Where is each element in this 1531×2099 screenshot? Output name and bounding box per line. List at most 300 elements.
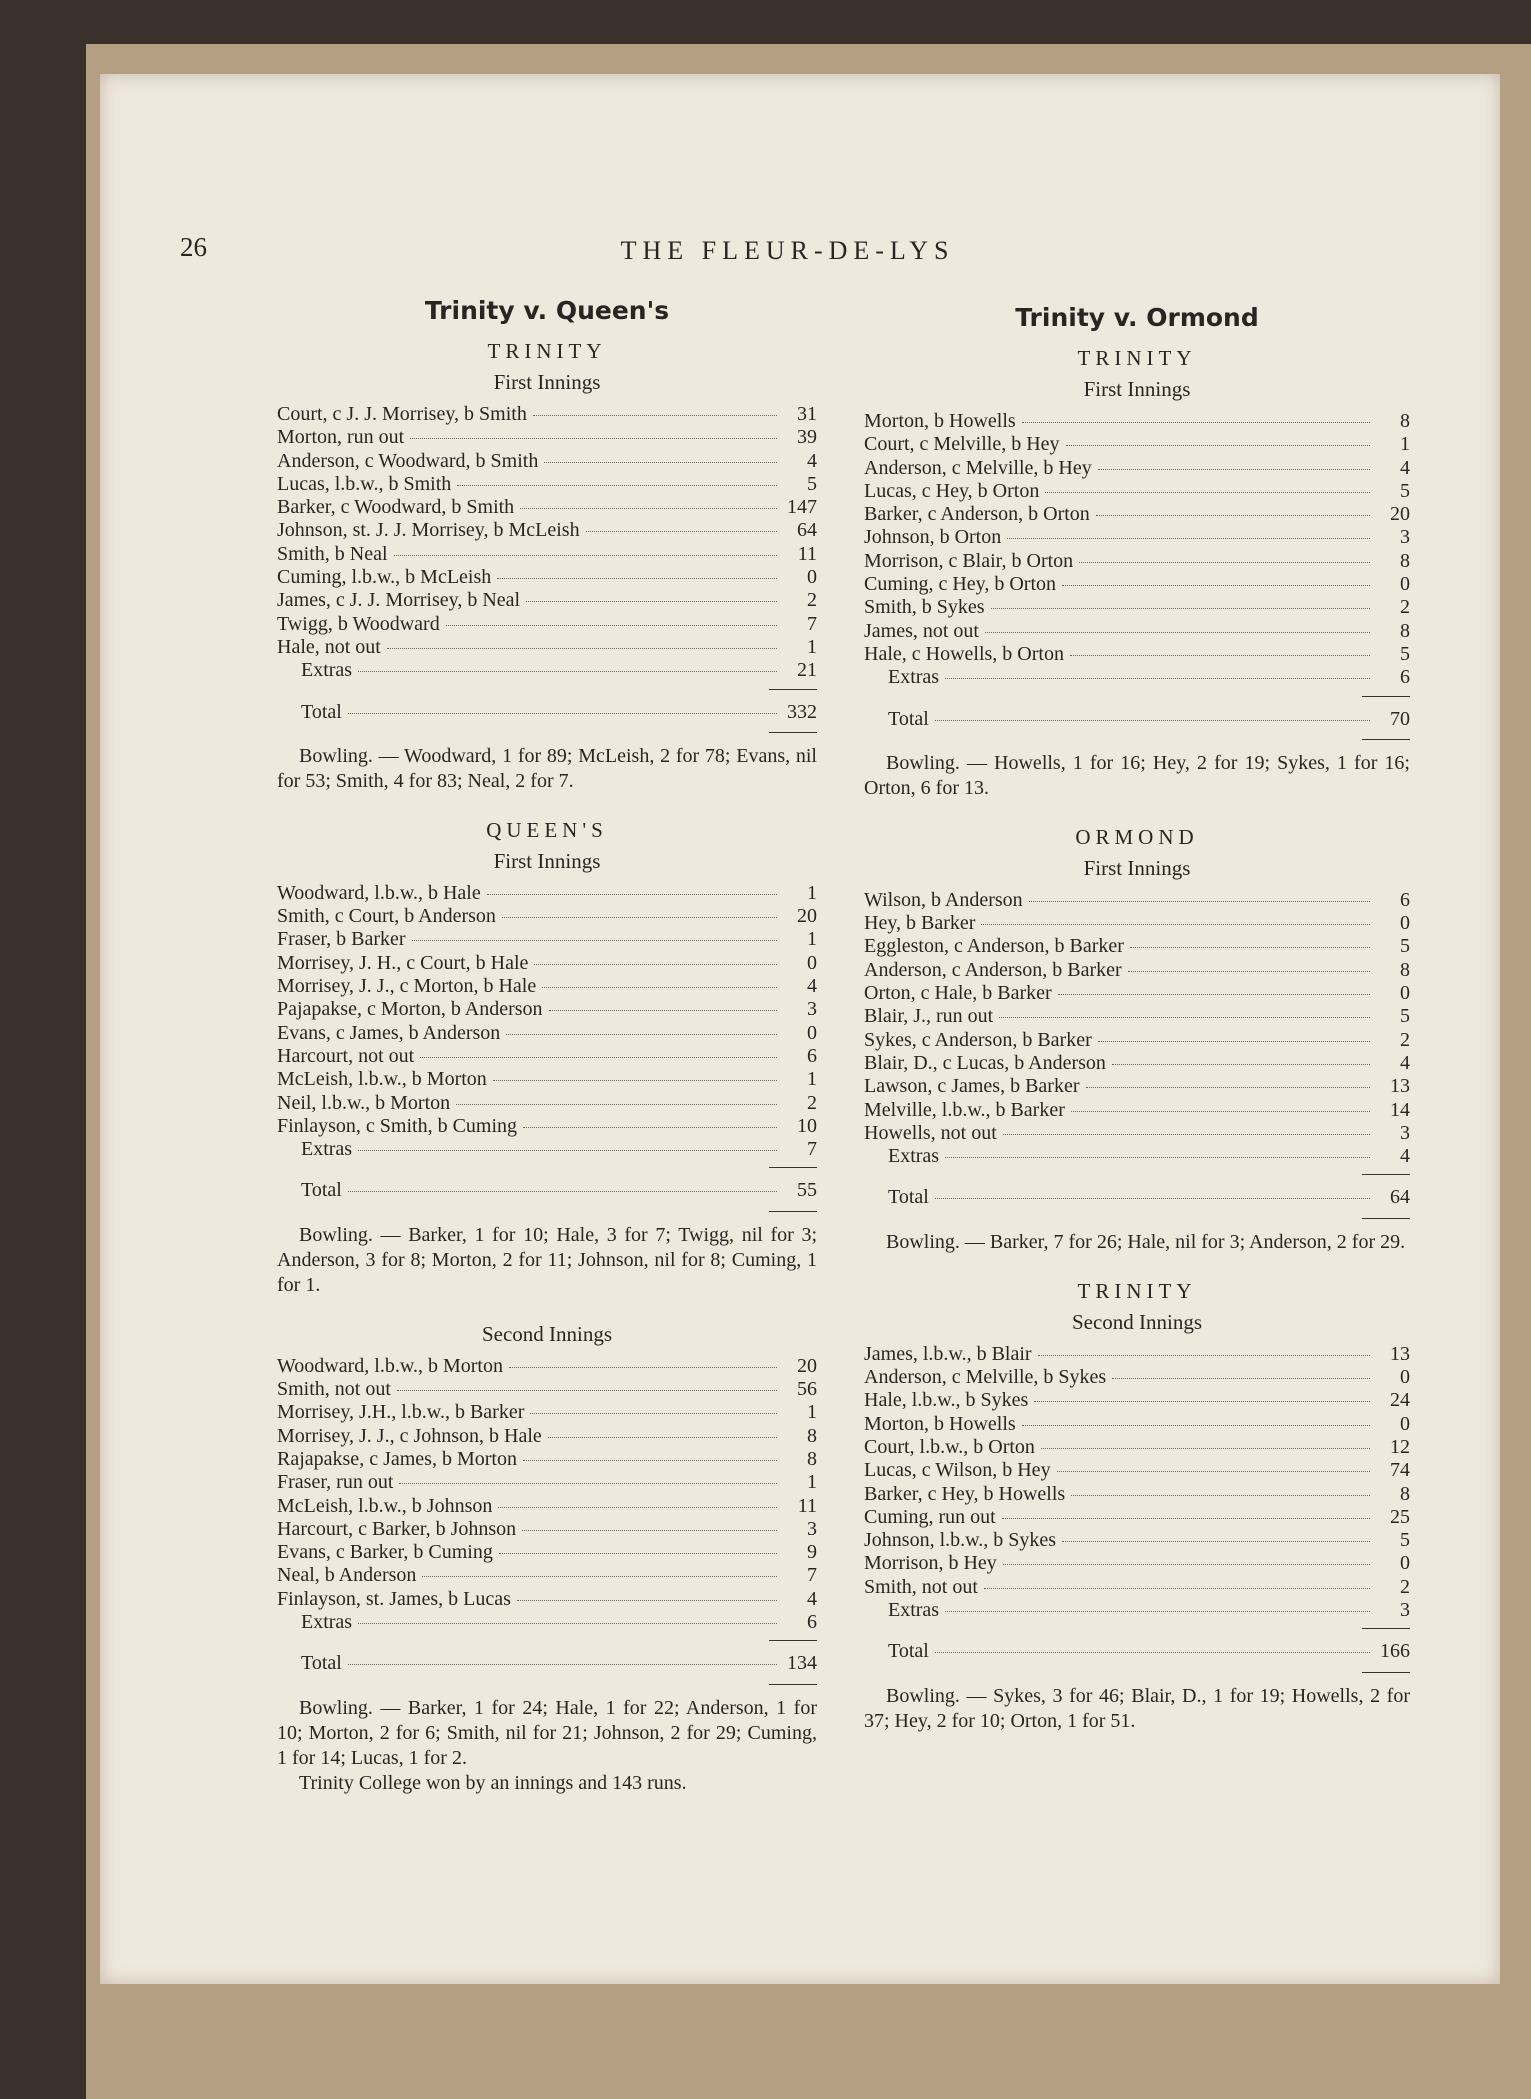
batting-row xyxy=(277,928,817,951)
batsman-name: Total xyxy=(888,1186,929,1209)
batsman-name: Eggleston, c Anderson, b Barker xyxy=(864,935,1124,958)
bowling-summary: Bowling. — Sykes, 3 for 46; Blair, D., 1 for 19; Howells, 2 for 37; Hey, 2 for 10; Orton, 1 for 51. xyxy=(864,1684,1410,1732)
runs-score: 2 xyxy=(1400,1028,1410,1051)
runs-score: 20 xyxy=(797,905,817,928)
runs-score: 7 xyxy=(807,1138,817,1161)
total-rule xyxy=(277,683,817,695)
dot-leader xyxy=(1034,1401,1370,1402)
total-row xyxy=(277,701,817,724)
runs-score: 20 xyxy=(797,1354,817,1377)
runs-score: 4 xyxy=(1400,1051,1410,1074)
batting-row xyxy=(277,426,817,449)
dot-leader xyxy=(420,1057,777,1058)
runs-score: 3 xyxy=(807,1517,817,1540)
dot-leader xyxy=(348,1664,777,1665)
total-row xyxy=(864,1186,1410,1209)
runs-score: 0 xyxy=(1400,1412,1410,1435)
dot-leader xyxy=(502,917,777,918)
batting-row xyxy=(864,526,1410,549)
batting-row xyxy=(277,1022,817,1045)
runs-score: 8 xyxy=(1400,410,1410,432)
dot-leader xyxy=(935,1198,1370,1199)
batting-row xyxy=(277,1045,817,1068)
runs-score: 5 xyxy=(1400,642,1410,665)
batsman-name: Hey, b Barker xyxy=(864,912,976,935)
runs-score: 12 xyxy=(1390,1435,1410,1458)
batting-row xyxy=(864,457,1410,480)
runs-score: 0 xyxy=(1400,573,1410,596)
batting-row xyxy=(864,1099,1410,1122)
dot-leader xyxy=(542,987,777,988)
dot-leader xyxy=(1057,1471,1370,1472)
extras-row xyxy=(277,659,817,682)
runs-score: 55 xyxy=(797,1179,817,1202)
batsman-name: Cuming, c Hey, b Orton xyxy=(864,573,1057,596)
runs-score: 31 xyxy=(797,403,817,425)
dot-leader xyxy=(548,1437,777,1438)
runs-score: 20 xyxy=(1390,503,1410,526)
batsman-name: Fraser, b Barker xyxy=(277,928,406,951)
batsman-name: Neal, b Anderson xyxy=(277,1564,417,1587)
total-row xyxy=(864,1640,1410,1663)
dot-leader xyxy=(446,625,777,626)
runs-score: 1 xyxy=(807,1471,817,1494)
total-rule xyxy=(277,1676,817,1692)
batsman-name: Morrisey, J. H., c Court, b Hale xyxy=(277,951,529,974)
dot-leader xyxy=(399,1483,777,1484)
team-heading: ORMOND xyxy=(1075,824,1199,849)
dot-leader xyxy=(1062,585,1370,586)
total-rule xyxy=(864,1168,1410,1180)
batting-row xyxy=(277,905,817,928)
dot-leader xyxy=(422,1576,777,1577)
batting-row xyxy=(277,1425,817,1448)
batting-row xyxy=(277,1588,817,1611)
dot-leader xyxy=(358,671,777,672)
page-number: 26 xyxy=(180,232,207,262)
batsman-name: Blair, D., c Lucas, b Anderson xyxy=(864,1051,1106,1074)
runs-score: 0 xyxy=(1400,982,1410,1005)
dot-leader xyxy=(991,608,1370,609)
batsman-name: James, not out xyxy=(864,619,979,642)
batsman-name: McLeish, l.b.w., b Morton xyxy=(277,1068,487,1091)
bowling-summary: Bowling. — Barker, 7 for 26; Hale, nil for 3; Anderson, 2 for 29. xyxy=(886,1230,1406,1253)
batsman-name: Morrison, c Blair, b Orton xyxy=(864,549,1074,572)
batting-row xyxy=(864,573,1410,596)
dot-leader xyxy=(586,531,777,532)
batsman-name: Smith, c Court, b Anderson xyxy=(277,905,496,928)
runs-score: 13 xyxy=(1390,1075,1410,1098)
dot-leader xyxy=(530,1413,777,1414)
batsman-name: Total xyxy=(888,707,929,730)
runs-score: 4 xyxy=(1400,456,1410,479)
runs-score: 5 xyxy=(807,472,817,495)
dot-leader xyxy=(493,1080,777,1081)
batting-row xyxy=(864,643,1410,666)
dot-leader xyxy=(412,940,777,941)
batsman-name: McLeish, l.b.w., b Johnson xyxy=(277,1494,493,1517)
runs-score: 21 xyxy=(797,659,817,682)
dot-leader xyxy=(1003,1134,1370,1135)
runs-score: 74 xyxy=(1390,1459,1410,1482)
runs-score: 8 xyxy=(807,1447,817,1470)
batsman-name: Court, c J. J. Morrisey, b Smith xyxy=(277,403,527,425)
scorecard xyxy=(864,410,1410,747)
dot-leader xyxy=(487,894,777,895)
extras-row xyxy=(277,1611,817,1634)
dot-leader xyxy=(534,964,777,965)
runs-score: 2 xyxy=(807,589,817,612)
batting-row xyxy=(864,503,1410,526)
batsman-name: Lucas, c Hey, b Orton xyxy=(864,479,1040,502)
extras-row xyxy=(864,1145,1410,1168)
batting-row xyxy=(277,1401,817,1424)
runs-score: 3 xyxy=(1400,526,1410,549)
batsman-name: Pajapakse, c Morton, b Anderson xyxy=(277,998,543,1021)
batting-row xyxy=(277,1355,817,1378)
runs-score: 6 xyxy=(1400,888,1410,911)
dot-leader xyxy=(397,1390,777,1391)
batting-row xyxy=(864,620,1410,643)
total-rule xyxy=(277,1634,817,1646)
total-rule xyxy=(277,724,817,740)
batting-row xyxy=(277,519,817,542)
dot-leader xyxy=(509,1367,777,1368)
batsman-name: Morton, run out xyxy=(277,426,405,449)
dot-leader xyxy=(498,1507,777,1508)
batsman-name: Orton, c Hale, b Barker xyxy=(864,982,1052,1005)
dot-leader xyxy=(544,462,777,463)
runs-score: 64 xyxy=(1390,1186,1410,1209)
batting-row xyxy=(277,496,817,519)
batsman-name: Lucas, c Wilson, b Hey xyxy=(864,1459,1051,1482)
batting-row xyxy=(277,1092,817,1115)
runs-score: 2 xyxy=(1400,1575,1410,1598)
batsman-name: Finlayson, c Smith, b Cuming xyxy=(277,1114,518,1137)
total-rule xyxy=(864,1622,1410,1634)
batting-row xyxy=(864,1552,1410,1575)
batting-row xyxy=(864,596,1410,619)
batsman-name: Cuming, l.b.w., b McLeish xyxy=(277,566,492,589)
dot-leader xyxy=(1098,469,1370,470)
batsman-name: Rajapakse, c James, b Morton xyxy=(277,1447,517,1470)
batting-row xyxy=(864,480,1410,503)
dot-leader xyxy=(1022,1425,1370,1426)
batsman-name: Morton, b Howells xyxy=(864,410,1016,432)
total-row xyxy=(277,1179,817,1202)
dot-leader xyxy=(1112,1378,1370,1379)
dot-leader xyxy=(549,1010,777,1011)
dot-leader xyxy=(1128,971,1370,972)
runs-score: 14 xyxy=(1390,1098,1410,1121)
dot-leader xyxy=(999,1017,1370,1018)
runs-score: 7 xyxy=(807,1564,817,1587)
runs-score: 134 xyxy=(787,1652,817,1675)
dot-leader xyxy=(1058,994,1370,995)
total-rule xyxy=(277,1161,817,1173)
batting-row xyxy=(277,1068,817,1091)
dot-leader xyxy=(981,924,1370,925)
dot-leader xyxy=(457,485,777,486)
dot-leader xyxy=(1086,1087,1371,1088)
dot-leader xyxy=(945,678,1370,679)
batting-row xyxy=(277,589,817,612)
dot-leader xyxy=(935,1652,1370,1653)
runs-score: 11 xyxy=(797,1494,817,1517)
innings-heading: First Innings xyxy=(493,370,601,394)
dot-leader xyxy=(1071,1111,1370,1112)
dot-leader xyxy=(358,1623,777,1624)
batting-row xyxy=(277,975,817,998)
runs-score: 4 xyxy=(807,449,817,472)
innings-heading: First Innings xyxy=(493,848,601,873)
runs-score: 0 xyxy=(807,566,817,589)
dot-leader xyxy=(1041,1448,1370,1449)
runs-score: 2 xyxy=(1400,596,1410,619)
dot-leader xyxy=(985,632,1370,633)
batting-row xyxy=(277,1564,817,1587)
batsman-name: Finlayson, st. James, b Lucas xyxy=(277,1587,511,1610)
innings-heading: Second Innings xyxy=(1071,1309,1203,1334)
batting-row xyxy=(864,1576,1410,1599)
batsman-name: Smith, not out xyxy=(864,1575,978,1598)
batsman-name: Wilson, b Anderson xyxy=(864,888,1023,911)
runs-score: 6 xyxy=(807,1610,817,1633)
batting-row xyxy=(864,1052,1410,1075)
runs-score: 25 xyxy=(1390,1505,1410,1528)
batting-row xyxy=(277,450,817,473)
batsman-name: Smith, b Sykes xyxy=(864,596,985,619)
dot-leader xyxy=(935,720,1370,721)
batsman-name: Extras xyxy=(888,1598,940,1621)
batsman-name: Anderson, c Melville, b Sykes xyxy=(864,1366,1107,1389)
extras-row xyxy=(864,1599,1410,1622)
batting-row xyxy=(277,613,817,636)
batsman-name: Total xyxy=(301,1652,342,1675)
batting-row xyxy=(277,473,817,496)
dot-leader xyxy=(348,1191,777,1192)
batsman-name: Total xyxy=(888,1640,929,1663)
batsman-name: Anderson, c Melville, b Hey xyxy=(864,456,1092,479)
dot-leader xyxy=(523,1127,777,1128)
total-rule xyxy=(277,1203,817,1219)
runs-score: 5 xyxy=(1400,1529,1410,1552)
batsman-name: Sykes, c Anderson, b Barker xyxy=(864,1028,1092,1051)
dot-leader xyxy=(358,1150,777,1151)
batsman-name: Evans, c Barker, b Cuming xyxy=(277,1541,493,1564)
batsman-name: Fraser, run out xyxy=(277,1471,394,1494)
runs-score: 13 xyxy=(1390,1342,1410,1365)
batting-row xyxy=(864,959,1410,982)
batsman-name: Lawson, c James, b Barker xyxy=(864,1075,1080,1098)
runs-score: 3 xyxy=(1400,1598,1410,1621)
runs-score: 11 xyxy=(797,542,817,565)
batsman-name: Hale, l.b.w., b Sykes xyxy=(864,1389,1029,1412)
batsman-name: Total xyxy=(301,1179,342,1202)
batsman-name: Hale, not out xyxy=(277,635,381,658)
batsman-name: Johnson, st. J. J. Morrisey, b McLeish xyxy=(277,519,580,542)
runs-score: 0 xyxy=(807,951,817,974)
runs-score: 166 xyxy=(1380,1640,1410,1663)
bowling-summary: Bowling. — Howells, 1 for 16; Hey, 2 for 19; Sykes, 1 for 16; Orton, 6 for 13. xyxy=(864,751,1410,799)
match-result: Trinity College won by an innings and 143 runs. xyxy=(299,1771,687,1794)
runs-score: 39 xyxy=(797,426,817,449)
batsman-name: Extras xyxy=(301,1138,353,1161)
batsman-name: Evans, c James, b Anderson xyxy=(277,1021,501,1044)
total-rule xyxy=(864,690,1410,702)
runs-score: 5 xyxy=(1400,479,1410,502)
bowling-summary: Bowling. — Barker, 1 for 10; Hale, 3 for 7; Twigg, nil for 3; Anderson, 3 for 8; Morton, 2 for 11; Johnson, nil for 8; Cuming, 1 for 1. xyxy=(277,1223,817,1296)
runs-score: 5 xyxy=(1400,1005,1410,1028)
runs-score: 0 xyxy=(1400,1366,1410,1389)
total-rule xyxy=(864,731,1410,747)
team-heading: TRINITY xyxy=(1077,346,1197,370)
dot-leader xyxy=(1112,1064,1370,1065)
dot-leader xyxy=(499,1553,777,1554)
batting-row xyxy=(864,1483,1410,1506)
batsman-name: Morrisey, J. J., c Johnson, b Hale xyxy=(277,1424,542,1447)
scorecard xyxy=(277,403,817,740)
dot-leader xyxy=(533,415,777,416)
dot-leader xyxy=(506,1034,777,1035)
runs-score: 0 xyxy=(1400,1552,1410,1575)
dot-leader xyxy=(1045,492,1370,493)
batsman-name: James, l.b.w., b Blair xyxy=(864,1342,1032,1365)
batting-row xyxy=(864,889,1410,912)
total-rule xyxy=(864,1664,1410,1680)
scorecard xyxy=(864,1343,1410,1680)
dot-leader xyxy=(526,601,777,602)
dot-leader xyxy=(1029,901,1370,902)
batting-row xyxy=(864,1436,1410,1459)
batsman-name: Barker, c Anderson, b Orton xyxy=(864,503,1090,526)
batting-row xyxy=(864,1413,1410,1436)
runs-score: 5 xyxy=(1400,935,1410,958)
runs-score: 9 xyxy=(807,1541,817,1564)
dot-leader xyxy=(1130,947,1370,948)
batsman-name: Court, l.b.w., b Orton xyxy=(864,1435,1035,1458)
dot-leader xyxy=(1096,515,1370,516)
batting-row xyxy=(277,566,817,589)
runs-score: 3 xyxy=(807,998,817,1021)
dot-leader xyxy=(1003,1564,1370,1565)
batting-row xyxy=(864,1506,1410,1529)
runs-score: 1 xyxy=(807,635,817,658)
scorecard xyxy=(277,882,817,1219)
batting-row xyxy=(277,636,817,659)
runs-score: 64 xyxy=(797,519,817,542)
dot-leader xyxy=(945,1157,1370,1158)
batsman-name: Woodward, l.b.w., b Morton xyxy=(277,1354,503,1377)
dot-leader xyxy=(1070,655,1370,656)
bowling-summary: Bowling. — Woodward, 1 for 89; McLeish, 2 for 78; Evans, nil for 53; Smith, 4 for 83; Neal, 2 for 7. xyxy=(277,744,817,792)
runs-score: 3 xyxy=(1400,1121,1410,1144)
runs-score: 8 xyxy=(807,1424,817,1447)
batting-row xyxy=(277,1448,817,1471)
batting-row xyxy=(277,1471,817,1494)
batting-row xyxy=(277,1115,817,1138)
dot-leader xyxy=(1022,422,1370,423)
batting-row xyxy=(864,550,1410,573)
runs-score: 2 xyxy=(807,1091,817,1114)
runs-score: 7 xyxy=(807,612,817,635)
batting-row xyxy=(277,1541,817,1564)
runs-score: 10 xyxy=(797,1114,817,1137)
dot-leader xyxy=(523,1460,777,1461)
dot-leader xyxy=(945,1611,1370,1612)
batting-row xyxy=(864,1389,1410,1412)
batsman-name: Cuming, run out xyxy=(864,1505,996,1528)
runs-score: 70 xyxy=(1390,707,1410,730)
batting-row xyxy=(864,410,1410,433)
batting-row xyxy=(277,952,817,975)
batsman-name: Court, c Melville, b Hey xyxy=(864,433,1060,456)
batsman-name: Morrisey, J. J., c Morton, b Hale xyxy=(277,975,537,998)
batting-row xyxy=(277,543,817,566)
runs-score: 0 xyxy=(1400,912,1410,935)
runs-score: 1 xyxy=(1400,433,1410,456)
runs-score: 4 xyxy=(807,975,817,998)
batsman-name: Extras xyxy=(301,1610,353,1633)
runs-score: 1 xyxy=(807,1401,817,1424)
batting-row xyxy=(864,1005,1410,1028)
innings-heading: First Innings xyxy=(1083,377,1191,401)
batsman-name: Hale, c Howells, b Orton xyxy=(864,642,1064,665)
batsman-name: Melville, l.b.w., b Barker xyxy=(864,1098,1065,1121)
runs-score: 24 xyxy=(1390,1389,1410,1412)
batsman-name: James, c J. J. Morrisey, b Neal xyxy=(277,589,521,612)
total-row xyxy=(864,708,1410,731)
runs-score: 6 xyxy=(1400,666,1410,689)
batting-row xyxy=(864,433,1410,456)
batsman-name: Barker, c Woodward, b Smith xyxy=(277,496,515,519)
dot-leader xyxy=(387,648,777,649)
dot-leader xyxy=(348,713,777,714)
bowling-summary: Bowling. — Barker, 1 for 24; Hale, 1 for 22; Anderson, 1 for 10; Morton, 2 for 6; Smith, nil for 21; Johnson, 2 for 29; Cuming, 1 for 14; Lucas, 1 for 2. xyxy=(277,1696,817,1769)
runs-score: 4 xyxy=(1400,1145,1410,1168)
batsman-name: Anderson, c Anderson, b Barker xyxy=(864,958,1122,981)
batting-row xyxy=(864,1122,1410,1145)
left-column xyxy=(277,296,817,1796)
dot-leader xyxy=(1071,1495,1370,1496)
runs-score: 1 xyxy=(807,1068,817,1091)
batsman-name: Smith, not out xyxy=(277,1378,391,1401)
batsman-name: Harcourt, not out xyxy=(277,1044,415,1067)
batsman-name: Neil, l.b.w., b Morton xyxy=(277,1091,451,1114)
extras-row xyxy=(864,666,1410,689)
runs-score: 8 xyxy=(1400,958,1410,981)
extras-row xyxy=(277,1138,817,1161)
dot-leader xyxy=(1002,1518,1370,1519)
batting-row xyxy=(864,1459,1410,1482)
batsman-name: Smith, b Neal xyxy=(277,542,388,565)
batsman-name: Johnson, l.b.w., b Sykes xyxy=(864,1529,1057,1552)
runs-score: 56 xyxy=(797,1378,817,1401)
team-heading: TRINITY xyxy=(1077,1278,1197,1303)
right-column xyxy=(864,303,1410,1758)
dot-leader xyxy=(520,508,777,509)
batsman-name: Lucas, l.b.w., b Smith xyxy=(277,472,452,495)
dot-leader xyxy=(1066,445,1370,446)
team-heading: TRINITY xyxy=(487,339,607,363)
dot-leader xyxy=(456,1104,777,1105)
innings-heading: Second Innings xyxy=(481,1321,613,1346)
runs-score: 6 xyxy=(807,1044,817,1067)
dot-leader xyxy=(1062,1541,1370,1542)
batsman-name: Morton, b Howells xyxy=(864,1412,1016,1435)
runs-score: 0 xyxy=(807,1021,817,1044)
total-row xyxy=(277,1652,817,1675)
